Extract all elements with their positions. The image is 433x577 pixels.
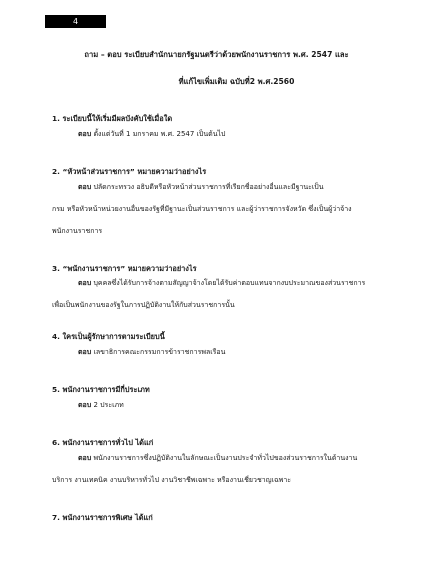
- answer-3-line-2: เพื่อเป็นพนักงานของรัฐในการปฏิบัติงานให้กับส่วนราชการนั้น: [52, 301, 235, 309]
- answer-2-line-2: กรม หรือหัวหน้าหน่วยงานอื่นของรัฐที่มีฐานะเป็นส่วนราชการ และผู้ว่าราชการจังหวัด ซึ่งเป็นผู้ว่าจ้าง: [52, 205, 352, 213]
- answer-1: [52, 123, 387, 145]
- answer-4-line-1: เลขาธิการคณะกรรมการข้าราชการพลเรือน: [93, 348, 226, 356]
- question-7-heading: 7. พนักงานราชการพิเศษ ได้แก่: [52, 513, 153, 522]
- answer-label: ตอบ: [78, 401, 92, 409]
- answer-6-line-2: บริการ งานเทคนิค งานบริหารทั่วไป งานวิชาชีพเฉพาะ หรืองานเชี่ยวชาญเฉพาะ: [52, 476, 292, 484]
- answer-5: [52, 394, 387, 416]
- page-number-bar: 4: [45, 15, 106, 28]
- document-title-line-1: ถาม – ตอบ ระเบียบสำนักนายกรัฐมนตรีว่าด้วยพนักงานราชการ พ.ศ. 2547 และ: [84, 50, 349, 59]
- question-5-heading: 5. พนักงานราชการมีกี่ประเภท: [52, 385, 150, 394]
- answer-label: ตอบ: [78, 279, 92, 287]
- answer-3: [52, 272, 387, 316]
- question-1-heading: 1. ระเบียบนี้ให้เริ่มมีผลบังคับใช้เมื่อใด: [52, 114, 173, 123]
- question-6-heading: 6. พนักงานราชการทั่วไป ได้แก่: [52, 438, 154, 447]
- answer-4: [52, 341, 387, 363]
- answer-label: ตอบ: [78, 183, 92, 191]
- answer-1-line-1: ตั้งแต่วันที่ 1 มกราคม พ.ศ. 2547 เป็นต้นไป: [93, 130, 226, 138]
- answer-label: ตอบ: [78, 130, 92, 138]
- answer-6: [52, 447, 387, 491]
- question-2-heading: 2. “หัวหน้าส่วนราชการ” หมายความว่าอย่างไร: [52, 167, 207, 176]
- answer-6-line-1: พนักงานราชการซึ่งปฏิบัติงานในลักษณะเป็นงานประจำทั่วไปของส่วนราชการในด้านงาน: [93, 454, 358, 462]
- answer-2-line-1: ปลัดกระทรวง อธิบดีหรือหัวหน้าส่วนราชการที่เรียกชื่ออย่างอื่นและมีฐานะเป็น: [93, 183, 324, 191]
- answer-2-line-3: พนักงานราชการ: [52, 227, 103, 235]
- answer-label: ตอบ: [78, 348, 92, 356]
- answer-5-line-1: 2 ประเภท: [93, 401, 124, 409]
- answer-2: [52, 176, 387, 242]
- document-title-line-2: ที่แก้ไขเพิ่มเติม ฉบับที่2 พ.ศ.2560: [178, 77, 295, 86]
- answer-label: ตอบ: [78, 454, 92, 462]
- question-4-heading: 4. ใครเป็นผู้รักษาการตามระเบียบนี้: [52, 332, 165, 341]
- answer-3-line-1: บุคคลซึ่งได้รับการจ้างตามสัญญาจ้างโดยได้รับค่าตอบแทนจากงบประมาณของส่วนราชการ: [93, 279, 366, 287]
- question-3-heading: 3. “พนักงานราชการ” หมายความว่าอย่างไร: [52, 264, 197, 273]
